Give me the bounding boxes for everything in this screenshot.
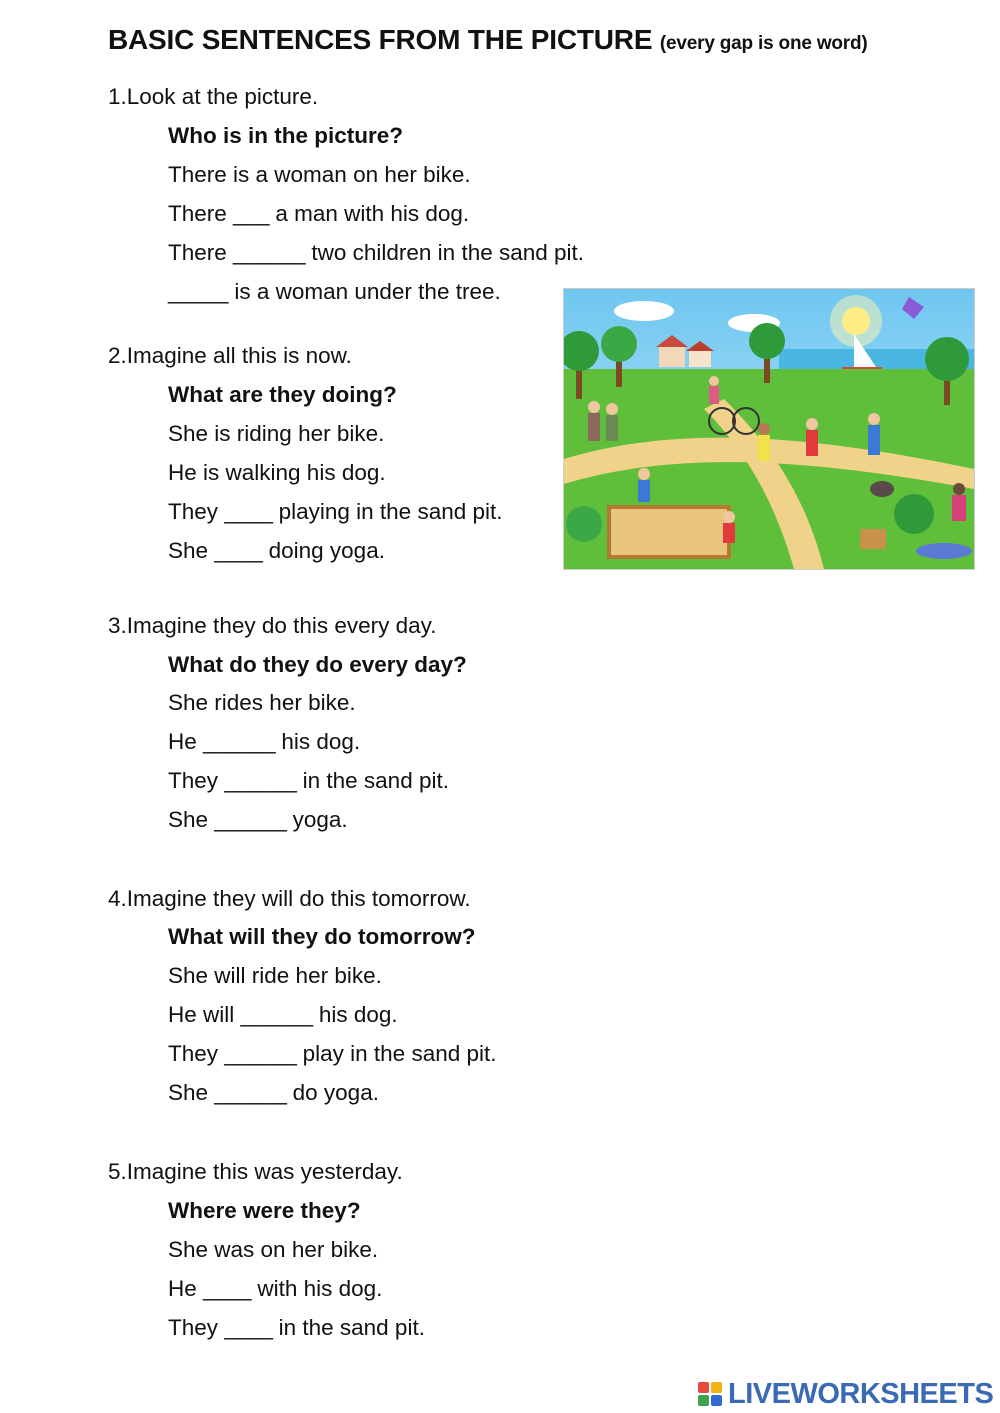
answer-gap[interactable]: ______ — [203, 729, 276, 754]
sentence-line — [168, 1239, 378, 1262]
sentence-text: She is riding her bike. — [168, 421, 385, 446]
sentence-line — [168, 1278, 382, 1301]
section-heading: 3.Imagine they do this every day. — [108, 613, 437, 638]
logo-text: LIVEWORKSHEETS — [728, 1377, 994, 1410]
sentence-text: a man with his dog. — [269, 201, 470, 226]
sentence-text: play in the sand pit. — [296, 1041, 497, 1066]
sentence-line — [168, 423, 384, 446]
answer-gap[interactable]: ___ — [233, 201, 270, 226]
children-in-sandpit — [723, 511, 735, 543]
picnic-basket-icon — [860, 529, 886, 549]
sentence-text: He — [168, 1276, 204, 1301]
sentence-line — [168, 1043, 497, 1066]
sentence-text: in the sand pit. — [296, 768, 449, 793]
sentence-line — [168, 770, 449, 793]
section-heading: 5.Imagine this was yesterday. — [108, 1159, 403, 1184]
sentence-text: doing yoga. — [262, 538, 385, 563]
sentence-line — [168, 731, 360, 754]
answer-gap[interactable]: ____ — [224, 1315, 273, 1340]
section-question: What are they doing? — [168, 382, 397, 407]
sentence-line — [168, 203, 469, 226]
answer-gap[interactable]: ____ — [214, 538, 263, 563]
sentence-text: She — [168, 1080, 215, 1105]
logo-mark-icon — [698, 1382, 722, 1406]
sentence-text: is a woman under the tree. — [228, 279, 501, 304]
sentence-text: There is a woman on her bike. — [168, 162, 471, 187]
sentence-text: There — [168, 201, 234, 226]
sentence-text: with his dog. — [251, 1276, 383, 1301]
section-question: Who is in the picture? — [168, 123, 403, 148]
sentence-line — [168, 281, 501, 304]
sentence-text: There — [168, 240, 234, 265]
sentence-text: do yoga. — [286, 1080, 379, 1105]
sentence-line — [168, 242, 584, 265]
sentence-text: She — [168, 807, 215, 832]
sentence-text: in the sand pit. — [272, 1315, 425, 1340]
section-heading: 4.Imagine they will do this tomorrow. — [108, 886, 471, 911]
answer-gap[interactable]: ______ — [224, 1041, 297, 1066]
sentence-text: She will ride her bike. — [168, 963, 382, 988]
park-illustration — [563, 288, 975, 570]
answer-gap[interactable]: ______ — [214, 1080, 287, 1105]
section-heading: 1.Look at the picture. — [108, 84, 319, 109]
sentence-text: his dog. — [275, 729, 361, 754]
sentence-text: He — [168, 729, 204, 754]
sentence-text: They — [168, 768, 225, 793]
sentence-line — [168, 501, 503, 524]
title-note: (every gap is one word) — [659, 33, 868, 54]
sentence-text: She — [168, 538, 215, 563]
section-heading: 2.Imagine all this is now. — [108, 343, 352, 368]
sentence-text: They — [168, 1315, 225, 1340]
sentence-line — [168, 809, 348, 832]
sentence-text: She rides her bike. — [168, 690, 356, 715]
answer-gap[interactable]: ______ — [214, 807, 287, 832]
sentence-text: yoga. — [286, 807, 348, 832]
sentence-line — [168, 462, 386, 485]
sentence-line — [168, 965, 382, 988]
sentence-text: They — [168, 499, 225, 524]
sentence-text: They — [168, 1041, 225, 1066]
sentence-text: his dog. — [312, 1002, 398, 1027]
liveworksheets-logo[interactable] — [698, 1378, 993, 1410]
answer-gap[interactable]: ______ — [240, 1002, 313, 1027]
answer-gap[interactable]: _____ — [168, 279, 229, 304]
sand-pit — [609, 507, 729, 557]
answer-gap[interactable]: ______ — [224, 768, 297, 793]
answer-gap[interactable]: ____ — [203, 1276, 252, 1301]
answer-gap[interactable]: ______ — [233, 240, 306, 265]
section-question: What do they do every day? — [168, 652, 467, 677]
title-main: BASIC SENTENCES FROM THE PICTURE — [108, 24, 653, 55]
sentence-line — [168, 1317, 425, 1340]
sentence-text: two children in the sand pit. — [305, 240, 585, 265]
sentence-line — [168, 540, 385, 563]
worksheet-title — [108, 24, 868, 56]
sentence-line — [168, 164, 471, 187]
sentence-text: He will — [168, 1002, 241, 1027]
section-question: What will they do tomorrow? — [168, 924, 476, 949]
sentence-line — [168, 692, 356, 715]
section-question: Where were they? — [168, 1198, 361, 1223]
sentence-text: He is walking his dog. — [168, 460, 386, 485]
sentence-text: playing in the sand pit. — [272, 499, 503, 524]
sentence-line — [168, 1082, 379, 1105]
answer-gap[interactable]: ____ — [224, 499, 273, 524]
sentence-line — [168, 1004, 398, 1027]
sentence-text: She was on her bike. — [168, 1237, 379, 1262]
